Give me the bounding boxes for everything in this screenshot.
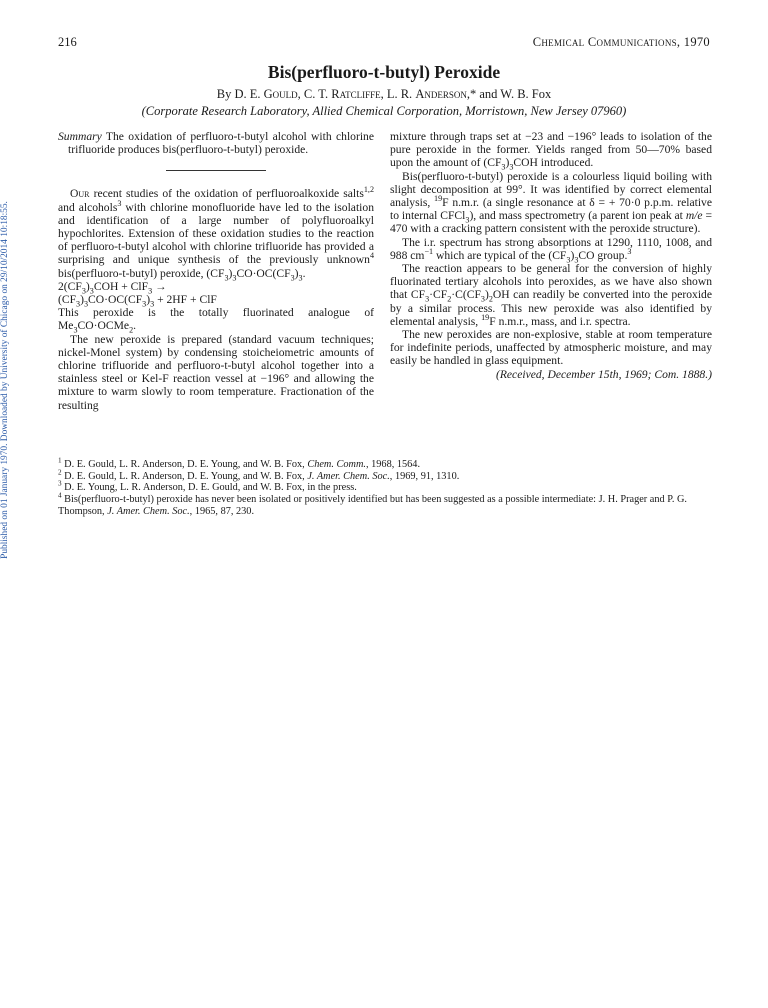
download-watermark (0, 150, 14, 610)
generality-paragraph: The reaction appears to be general for the conversion of highly fluorinated tertiary alcohols into peroxides, as we have also shown that $CF_3\cdot CF_2\cdot C(CF_3)_2OH$ can readily be converted into the peroxide by a similar process. This new peroxide was also identified by elemental analysis, $^{19}$F n.m.r., mass, and i.r. spectra. (390, 262, 712, 328)
reaction-equation-line-2: $(CF_3)_3CO\cdot OC(CF_3)_3 + 2HF$ + ClF (58, 293, 217, 309)
stability-paragraph: The new peroxides are non-explosive, stable at room temperature for indefinite periods, unaffected by atmospheric moisture, and may easily be handled in glass equipment. (390, 328, 712, 368)
reference-item: $^3$ D. E. Young, L. R. Anderson, D. E. Gould, and W. B. Fox, in the press. (58, 479, 357, 494)
summary-paragraph: Summary The oxidation of perfluoro-t-butyl alcohol with chlorine trifluoride produces bis(perfluoro-t-butyl) peroxide. (58, 130, 374, 157)
right-column (390, 130, 712, 381)
running-header (58, 35, 710, 53)
author-line: By D. E. Gould, C. T. Ratcliffe, L. R. Anderson,* and W. B. Fox (216, 87, 552, 101)
left-column (58, 130, 374, 412)
ir-spectrum-paragraph: The i.r. spectrum has strong absorptions at 1290, 1110, 1008, and 988 $cm^{-1}$ which are typical of the $(CF_3)_3CO$ group.$^3$ (390, 235, 712, 265)
page-number: 216 (58, 35, 77, 49)
analogue-paragraph: This peroxide is the totally fluorinated analogue of $Me_3CO\cdot OCMe_2$. (58, 306, 374, 335)
intro-paragraph: Our recent studies of the oxidation of perfluoroalkoxide salts$^{1,2}$ and alcohols$^3$ with chlorine monofluoride have led to the isolation and identification of a large number of polyfluoroalkyl hypochlorites. Extension of these oxidation studies to the reaction of perfluoro-t-butyl alcohol with chlorine trifluoride has provided a surprising and unique synthesis of the previously unknown$^4$ bis(perfluoro-t-butyl) peroxide, $(CF_3)_3CO\cdot OC(CF_3)_3$. (58, 185, 374, 282)
reaction-equation-line-1: $2(CF_3)_3COH + ClF_3$ → (58, 279, 167, 296)
download-watermark-text: Published on 01 January 1970. Downloaded by University of Chicago on 29/10/2014 10:18:55. (0, 201, 10, 559)
properties-paragraph: Bis(perfluoro-t-butyl) peroxide is a colourless liquid boiling with slight decomposition at 99°. It was identified by correct elemental analysis, $^{19}$F n.m.r. (a single resonance at δ = + 70·0 p.p.m. relative to internal CFCl$_3$), and mass spectrometry (a parent ion peak at m/e = 470 with a cracking pattern consistent with the peroxide structure). (390, 169, 713, 236)
references (58, 456, 712, 518)
preparation-continued: mixture through traps set at −23 and −196° leads to isolation of the pure peroxide in the former. Yields ranged from 50—70% based upon the amount of $(CF_3)_3COH$ introduced. (390, 130, 712, 172)
preparation-paragraph: The new peroxide is prepared (standard vacuum techniques; nickel-Monel system) by condensing stoicheiometric amounts of chlorine trifluoride and perfluoro-t-butyl alcohol together into a stainless steel or Kel-F reaction vessel at −196° and allowing the mixture to warm slowly to room temperature. Fractionation of the resulting (58, 332, 374, 412)
received-date: (Received, December 15th, 1969; Com. 1888.) (495, 367, 712, 381)
section-divider (166, 170, 266, 171)
article-title: Bis(perfluoro-t-butyl) Peroxide (267, 62, 501, 82)
reference-item: $^4$ Bis(perfluoro-t-butyl) peroxide has never been isolated or positively identified but has been suggested as a possible intermediate: J. H. Prager and P. G. Thompson, J. Amer. Chem. Soc., 1965, 87, 230. (58, 491, 687, 517)
journal-name: Chemical Communications, 1970 (532, 35, 710, 49)
reference-item: $^1$ D. E. Gould, L. R. Anderson, D. E. Young, and W. B. Fox, Chem. Comm., 1968, 1564. (58, 456, 421, 470)
affiliation: (Corporate Research Laboratory, Allied Chemical Corporation, Morristown, New Jersey 07960) (141, 104, 627, 118)
reference-item: $^2$ D. E. Gould, L. R. Anderson, D. E. Young, and W. B. Fox, J. Amer. Chem. Soc., 1969, 91, 1310. (58, 468, 460, 482)
